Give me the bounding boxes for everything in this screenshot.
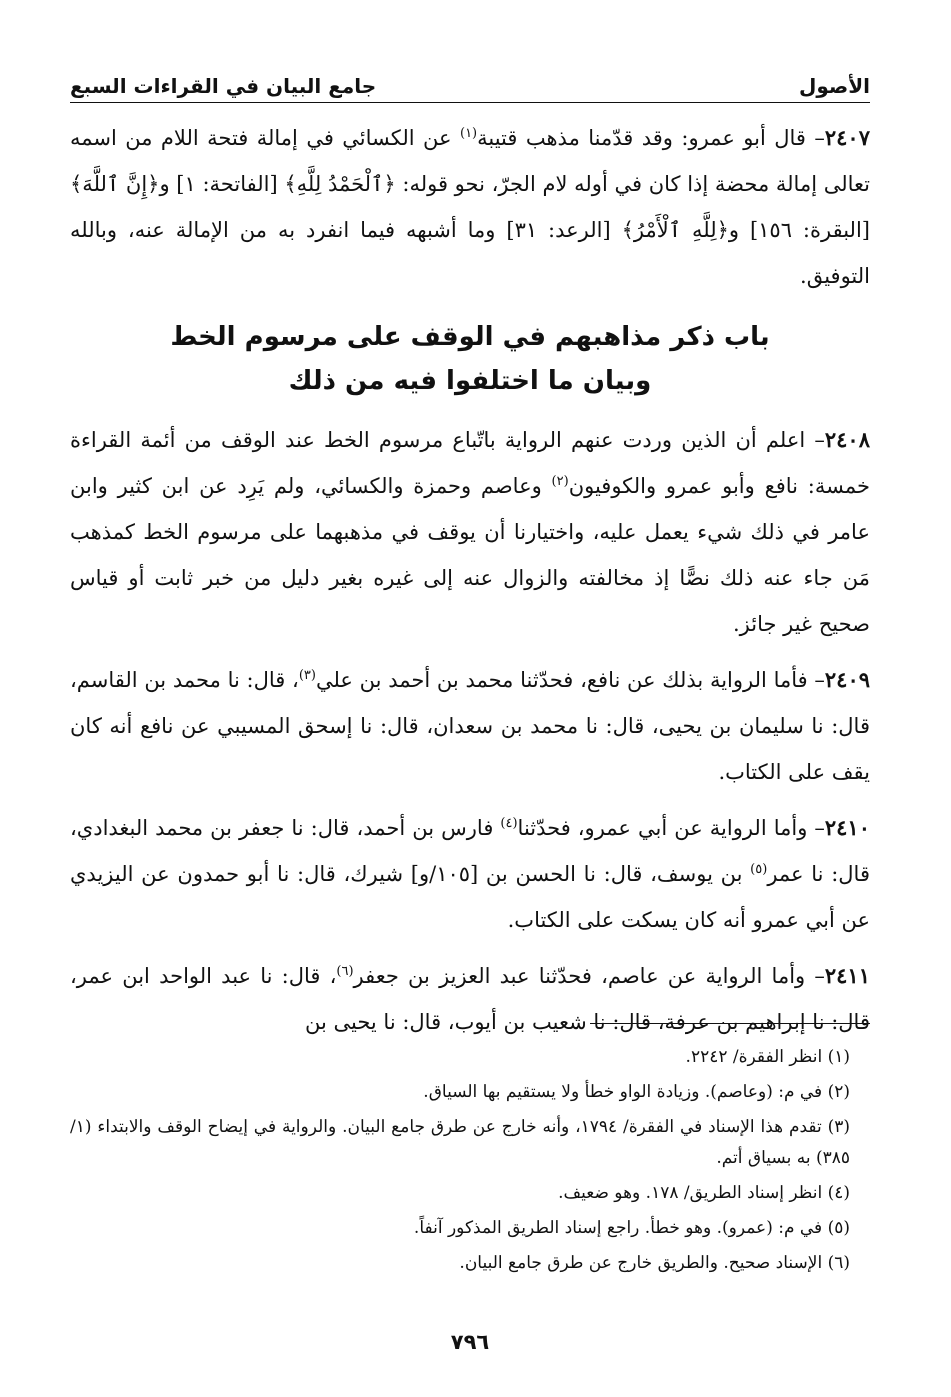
- paragraph-2409: [70, 657, 870, 795]
- paragraph-number: ٢٤١١: [824, 963, 870, 988]
- paragraph-text: بن يوسف، قال: نا الحسن بن [١٠٥/و] شيرك، قال: نا أبو حمدون عن اليزيدي عن أبي عمرو أنه كان يسكت على الكتاب.: [70, 862, 870, 932]
- paragraph-number: ٢٤١٠: [824, 815, 870, 840]
- paragraph-text: فارس بن أحمد، قال: نا جعفر بن محمد البغدادي، قال: نا عمر: [70, 816, 870, 886]
- paragraph-text: – اعلم أن الذين وردت عنهم الرواية باتّباع مرسوم الخط عند الوقف من أئمة القراءة خمسة: نافع وأبو عمرو والكوفيون: [70, 428, 870, 498]
- section-name: الأصول: [799, 74, 870, 98]
- running-header: [70, 60, 870, 103]
- footnote-ref[interactable]: (٣): [298, 668, 316, 683]
- page: [70, 60, 871, 1354]
- footnote-ref[interactable]: (١): [459, 126, 478, 141]
- paragraph-text: ، قال: نا عبد الواحد ابن عمر، قال: نا إبراهيم بن عرفة، قال: نا شعيب بن أيوب، قال: نا يحيى بن: [70, 964, 870, 1034]
- paragraph-text: – وأما الرواية عن عاصم، فحدّثنا عبد العزيز بن جعفر: [353, 964, 825, 988]
- paragraph-text: – فأما الرواية بذلك عن نافع، فحدّثنا محمد بن أحمد بن علي: [315, 668, 825, 692]
- paragraph-number: ٢٤٠٩: [824, 667, 871, 692]
- footnote-ref[interactable]: (٢): [551, 474, 569, 489]
- book-title: جامع البيان في القراءات السبع: [70, 74, 377, 98]
- paragraph-number: ٢٤٠٨: [824, 427, 870, 452]
- page-number: ٧٩٦: [450, 1330, 490, 1354]
- footnote-ref[interactable]: (٤): [500, 816, 518, 831]
- chapter-title: [70, 315, 870, 403]
- footnote-ref[interactable]: (٥): [750, 862, 768, 877]
- footnote: (٦) الإسناد صحيح. والطريق خارج عن طرق جامع البيان.: [459, 1253, 850, 1273]
- paragraph-2411: [70, 953, 870, 1045]
- footnote: (٤) انظر إسناد الطريق/ ١٧٨. وهو ضعيف.: [558, 1183, 850, 1203]
- paragraph-2408: [70, 417, 870, 647]
- chapter-title-line: وبيان ما اختلفوا فيه من ذلك: [288, 366, 652, 396]
- footnote-divider: [590, 1023, 870, 1024]
- paragraph-2410: [70, 805, 870, 943]
- footnote: (٣) تقدم هذا الإسناد في الفقرة/ ١٧٩٤، وأنه خارج عن طرق جامع البيان. والرواية في إيضاح الوقف والابتداء (١/ ٣٨٥) به بسياق أتم.: [70, 1117, 850, 1168]
- chapter-title-line: باب ذكر مذاهبهم في الوقف على مرسوم الخط: [170, 322, 770, 352]
- paragraph-text: – قال أبو عمرو: وقد قدّمنا مذهب قتيبة: [477, 126, 825, 150]
- paragraph-text: ، قال: نا محمد بن القاسم، قال: نا سليمان بن يحيى، قال: نا محمد بن سعدان، قال: نا إسحق المسيبي عن نافع أنه كان يقف على الكتاب.: [70, 668, 870, 784]
- paragraph-text: وعاصم وحمزة والكسائي، ولم يَرِد عن ابن كثير وابن عامر في ذلك شيء يعمل عليه، واختيارنا أن يوقف في مذهبهما على مرسوم الخط كمذهب مَن جاء عنه ذلك نصًّا إذ مخالفته والزوال عنه إلى غيره بغير دليل من خبر ثابت أو قياس صحيح غير جائز.: [70, 474, 870, 636]
- body-text: [70, 115, 870, 1045]
- footnote-ref[interactable]: (٦): [336, 964, 354, 979]
- footnote: (٢) في م: (وعاصم). وزيادة الواو خطأ ولا يستقيم بها السياق.: [423, 1082, 850, 1102]
- footnote: (١) انظر الفقرة/ ٢٢٤٢.: [685, 1047, 850, 1067]
- footnotes: [70, 1042, 870, 1283]
- paragraph-text: – وأما الرواية عن أبي عمرو، فحدّثنا: [517, 816, 825, 840]
- paragraph-2407: [70, 115, 870, 299]
- paragraph-number: ٢٤٠٧: [824, 125, 870, 150]
- footnote: (٥) في م: (عمرو). وهو خطأ. راجع إسناد الطريق المذكور آنفاً.: [413, 1218, 850, 1238]
- paragraph-text: عن الكسائي في إمالة فتحة اللام من اسمه تعالى إمالة محضة إذا كان في أوله لام الجرّ، نحو قوله: ﴿ٱلْحَمْدُ لِلَّهِ﴾ [الفاتحة: ١] و﴿إِنَّ ٱللَّهَ﴾ [البقرة: ١٥٦] و﴿لِلَّهِ ٱلْأَمْرُ﴾ [الرعد: ٣١] وما أشبهه فيما انفرد به من الإمالة عنه، وبالله التوفيق.: [70, 126, 870, 288]
